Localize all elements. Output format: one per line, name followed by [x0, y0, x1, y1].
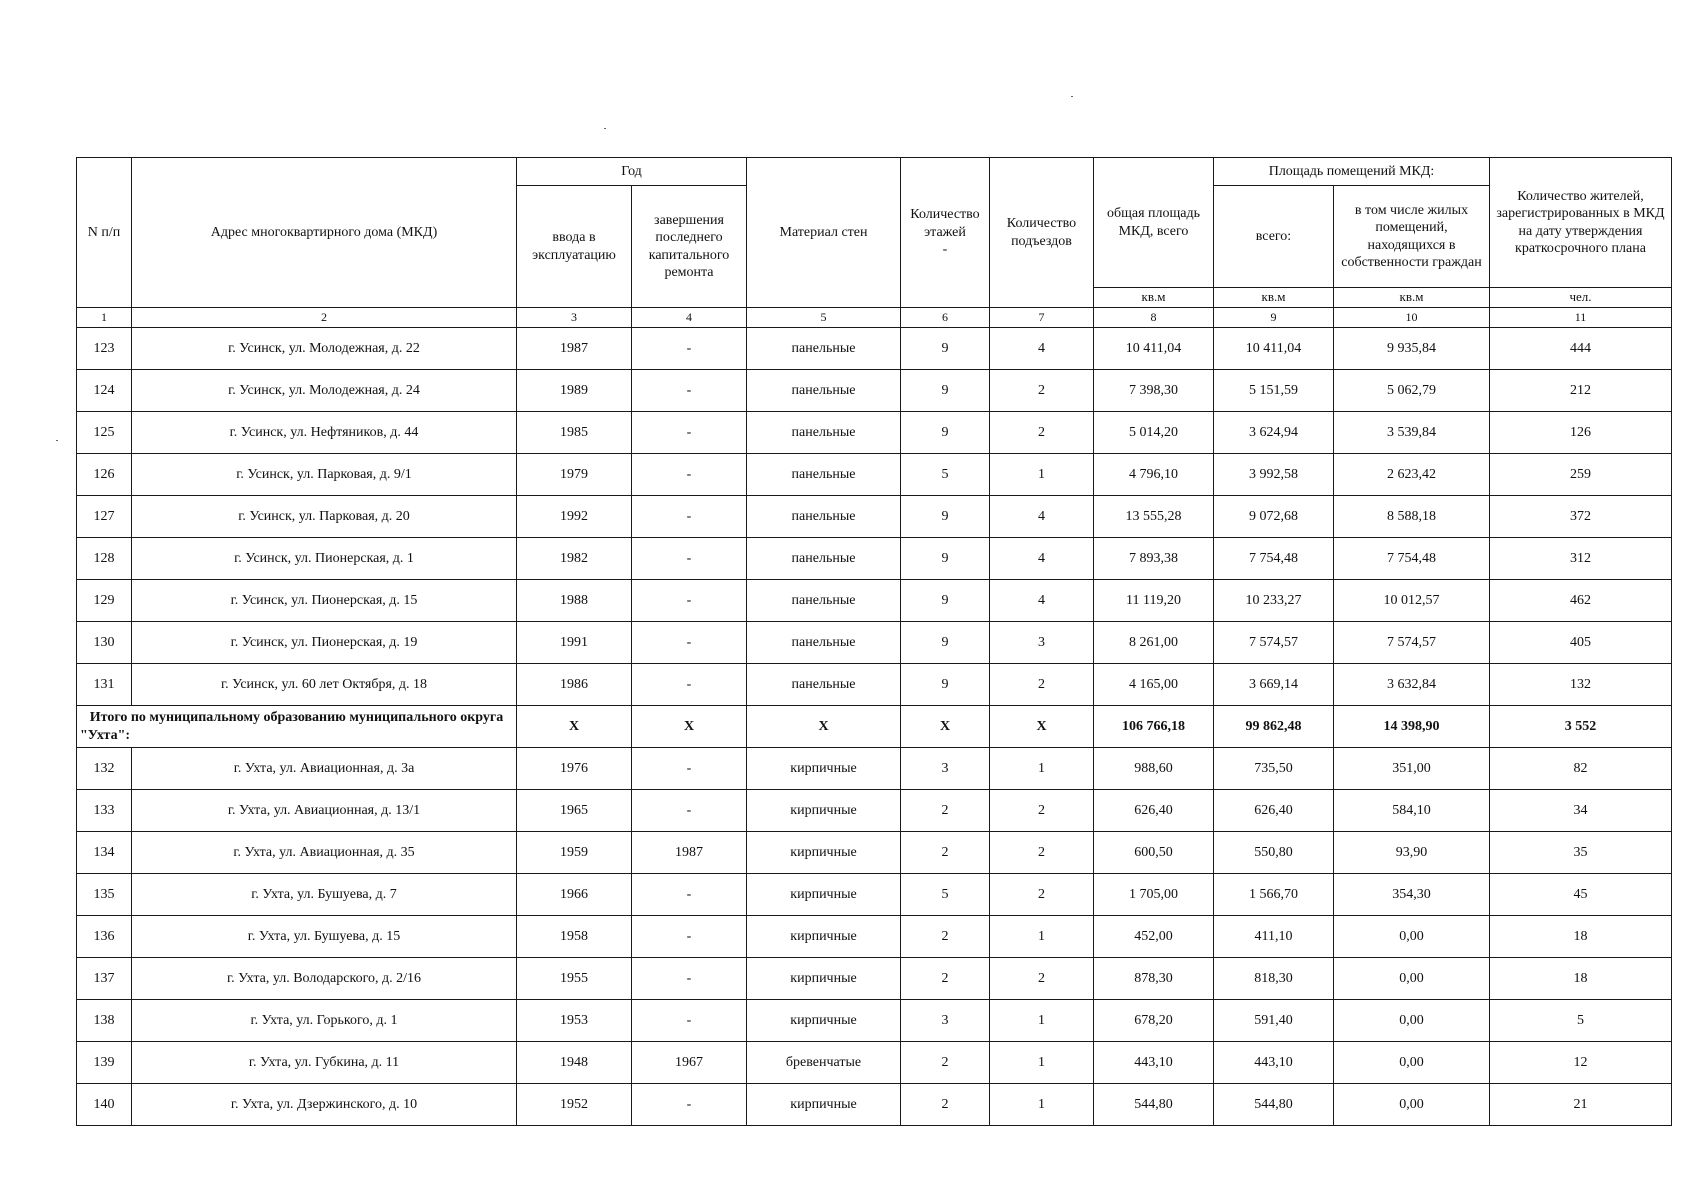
address-cell: г. Ухта, ул. Горького, д. 1: [132, 1000, 517, 1042]
table-row: [77, 580, 1672, 622]
table-cell: 444: [1490, 328, 1672, 370]
table-cell: 4 165,00: [1094, 664, 1214, 706]
table-cell: -: [632, 412, 747, 454]
table-cell: -: [632, 370, 747, 412]
table-cell: 1987: [632, 832, 747, 874]
address-cell: г. Ухта, ул. Володарского, д. 2/16: [132, 958, 517, 1000]
address-cell: г. Ухта, ул. Губкина, д. 11: [132, 1042, 517, 1084]
table-cell: 34: [1490, 790, 1672, 832]
table-cell: кирпичные: [747, 958, 901, 1000]
unit-premises-total: кв.м: [1214, 288, 1334, 308]
table-cell: 1: [990, 1084, 1094, 1126]
table-cell: 584,10: [1334, 790, 1490, 832]
address-cell: г. Усинск, ул. Молодежная, д. 24: [132, 370, 517, 412]
col-number: 1: [77, 308, 132, 328]
table-cell: 3 669,14: [1214, 664, 1334, 706]
unit-residents: чел.: [1490, 288, 1672, 308]
column-numbers-row: [77, 308, 1672, 328]
table-cell: 1955: [517, 958, 632, 1000]
table-cell: 1987: [517, 328, 632, 370]
table-cell: -: [632, 1084, 747, 1126]
header-address: Адрес многоквартирного дома (МКД): [132, 158, 517, 308]
table-cell: -: [632, 748, 747, 790]
table-cell: 123: [77, 328, 132, 370]
table-cell: кирпичные: [747, 748, 901, 790]
header-floors-mark: -: [942, 242, 948, 258]
table-row: [77, 748, 1672, 790]
address-cell: г. Усинск, ул. Парковая, д. 20: [132, 496, 517, 538]
table-cell: 135: [77, 874, 132, 916]
table-cell: 1989: [517, 370, 632, 412]
table-cell: 405: [1490, 622, 1672, 664]
table-row: [77, 412, 1672, 454]
table-cell: -: [632, 328, 747, 370]
table-row: [77, 916, 1672, 958]
header-premises-area: Площадь помещений МКД:: [1214, 158, 1490, 186]
table-cell: кирпичные: [747, 916, 901, 958]
table-cell: 5: [1490, 1000, 1672, 1042]
table-cell: 443,10: [1094, 1042, 1214, 1084]
table-cell: 3: [901, 748, 990, 790]
table-cell: -: [632, 874, 747, 916]
header-premises-total: всего:: [1214, 186, 1334, 288]
table-cell: 9: [901, 328, 990, 370]
table-cell: 9: [901, 496, 990, 538]
table-cell: 1 566,70: [1214, 874, 1334, 916]
table-cell: -: [632, 496, 747, 538]
table-cell: 4: [990, 538, 1094, 580]
table-row: [77, 874, 1672, 916]
table-cell: 7 893,38: [1094, 538, 1214, 580]
total-label: Итого по муниципальному образованию муниципального округа "Ухта":: [77, 706, 517, 748]
scan-speck: [1071, 96, 1073, 97]
col-number: 9: [1214, 308, 1334, 328]
table-cell: -: [632, 916, 747, 958]
table-cell: панельные: [747, 496, 901, 538]
table-cell: 45: [1490, 874, 1672, 916]
table-cell: 1979: [517, 454, 632, 496]
table-row: [77, 790, 1672, 832]
table-cell: 134: [77, 832, 132, 874]
table-cell: 462: [1490, 580, 1672, 622]
table-cell: 0,00: [1334, 1000, 1490, 1042]
address-cell: г. Усинск, ул. Парковая, д. 9/1: [132, 454, 517, 496]
table-row: [77, 664, 1672, 706]
table-cell: 1 705,00: [1094, 874, 1214, 916]
address-cell: г. Усинск, ул. 60 лет Октября, д. 18: [132, 664, 517, 706]
table-cell: 988,60: [1094, 748, 1214, 790]
table-cell: 1988: [517, 580, 632, 622]
table-cell: 3: [901, 1000, 990, 1042]
table-cell: 7 574,57: [1214, 622, 1334, 664]
table-cell: 4: [990, 496, 1094, 538]
table-row: [77, 328, 1672, 370]
table-cell: 735,50: [1214, 748, 1334, 790]
table-cell: 600,50: [1094, 832, 1214, 874]
table-cell: 550,80: [1214, 832, 1334, 874]
scan-speck: [604, 128, 606, 129]
table-cell: 2: [990, 958, 1094, 1000]
table-cell: 1: [990, 454, 1094, 496]
total-cell: X: [632, 706, 747, 748]
table-cell: 138: [77, 1000, 132, 1042]
table-cell: 1: [990, 916, 1094, 958]
table-cell: 678,20: [1094, 1000, 1214, 1042]
unit-premises-living: кв.м: [1334, 288, 1490, 308]
table-cell: 2: [990, 412, 1094, 454]
table-cell: 132: [77, 748, 132, 790]
table-cell: 1982: [517, 538, 632, 580]
table-cell: 1967: [632, 1042, 747, 1084]
table-row: [77, 1084, 1672, 1126]
total-cell: 3 552: [1490, 706, 1672, 748]
table-cell: 626,40: [1094, 790, 1214, 832]
table-cell: 4: [990, 580, 1094, 622]
table-cell: 1953: [517, 1000, 632, 1042]
table-row: [77, 622, 1672, 664]
table-cell: 9 935,84: [1334, 328, 1490, 370]
address-cell: г. Ухта, ул. Авиационная, д. 13/1: [132, 790, 517, 832]
table-cell: 1: [990, 1000, 1094, 1042]
total-cell: X: [990, 706, 1094, 748]
table-cell: 1966: [517, 874, 632, 916]
header-num: N п/п: [77, 158, 132, 308]
address-cell: г. Ухта, ул. Авиационная, д. 3а: [132, 748, 517, 790]
table-cell: 127: [77, 496, 132, 538]
header-floors: [901, 158, 990, 308]
table-cell: -: [632, 454, 747, 496]
table-cell: 2: [901, 916, 990, 958]
table-cell: 1976: [517, 748, 632, 790]
table-cell: 10 411,04: [1094, 328, 1214, 370]
table-cell: 5: [901, 874, 990, 916]
table-row: [77, 958, 1672, 1000]
table-cell: 9: [901, 664, 990, 706]
col-number: 4: [632, 308, 747, 328]
table-cell: 3 624,94: [1214, 412, 1334, 454]
table-cell: -: [632, 580, 747, 622]
table-cell: 0,00: [1334, 1042, 1490, 1084]
table-cell: 5 151,59: [1214, 370, 1334, 412]
table-cell: 93,90: [1334, 832, 1490, 874]
table-cell: 1948: [517, 1042, 632, 1084]
table-cell: 2: [990, 874, 1094, 916]
table-cell: панельные: [747, 580, 901, 622]
table-cell: 1: [990, 1042, 1094, 1084]
table-cell: 1958: [517, 916, 632, 958]
address-cell: г. Усинск, ул. Пионерская, д. 19: [132, 622, 517, 664]
table-cell: 128: [77, 538, 132, 580]
header-year-repair: завершения последнего капитального ремонта: [632, 186, 747, 308]
table-cell: 18: [1490, 958, 1672, 1000]
table-cell: 10 012,57: [1334, 580, 1490, 622]
table-cell: 9: [901, 538, 990, 580]
table-cell: 9: [901, 412, 990, 454]
header-year: Год: [517, 158, 747, 186]
table-cell: 2: [901, 790, 990, 832]
table-cell: 5 062,79: [1334, 370, 1490, 412]
table-cell: 124: [77, 370, 132, 412]
table-cell: 2: [901, 832, 990, 874]
total-cell: 99 862,48: [1214, 706, 1334, 748]
table-cell: панельные: [747, 622, 901, 664]
table-cell: 2: [901, 958, 990, 1000]
total-cell: X: [901, 706, 990, 748]
table-cell: 133: [77, 790, 132, 832]
table-cell: 21: [1490, 1084, 1672, 1126]
table-cell: 3: [990, 622, 1094, 664]
table-cell: 7 574,57: [1334, 622, 1490, 664]
header-year-commission: ввода в эксплуатацию: [517, 186, 632, 308]
table-row: [77, 454, 1672, 496]
table-cell: 131: [77, 664, 132, 706]
total-cell: X: [517, 706, 632, 748]
table-cell: 12: [1490, 1042, 1672, 1084]
table-cell: бревенчатые: [747, 1042, 901, 1084]
table-cell: 5: [901, 454, 990, 496]
table-cell: -: [632, 958, 747, 1000]
table-cell: -: [632, 664, 747, 706]
address-cell: г. Усинск, ул. Молодежная, д. 22: [132, 328, 517, 370]
address-cell: г. Ухта, ул. Авиационная, д. 35: [132, 832, 517, 874]
table-cell: панельные: [747, 454, 901, 496]
table-cell: 18: [1490, 916, 1672, 958]
total-cell: X: [747, 706, 901, 748]
table-cell: 818,30: [1214, 958, 1334, 1000]
table-row: [77, 370, 1672, 412]
table-cell: 2: [901, 1042, 990, 1084]
col-number: 7: [990, 308, 1094, 328]
table-cell: 10 233,27: [1214, 580, 1334, 622]
address-cell: г. Ухта, ул. Бушуева, д. 15: [132, 916, 517, 958]
table-cell: 4: [990, 328, 1094, 370]
table-cell: 13 555,28: [1094, 496, 1214, 538]
table-cell: 8 588,18: [1334, 496, 1490, 538]
table-cell: 2: [990, 790, 1094, 832]
table-cell: 4 796,10: [1094, 454, 1214, 496]
table-cell: 411,10: [1214, 916, 1334, 958]
address-cell: г. Усинск, ул. Нефтяников, д. 44: [132, 412, 517, 454]
table-cell: 372: [1490, 496, 1672, 538]
table-cell: -: [632, 1000, 747, 1042]
table-cell: 126: [77, 454, 132, 496]
table-cell: 7 754,48: [1334, 538, 1490, 580]
col-number: 6: [901, 308, 990, 328]
table-cell: 5 014,20: [1094, 412, 1214, 454]
table-cell: 9: [901, 580, 990, 622]
table-cell: 1959: [517, 832, 632, 874]
table-cell: 544,80: [1094, 1084, 1214, 1126]
housing-register-table: [76, 157, 1672, 1126]
table-cell: -: [632, 790, 747, 832]
table-cell: 82: [1490, 748, 1672, 790]
table-cell: 8 261,00: [1094, 622, 1214, 664]
table-cell: 1992: [517, 496, 632, 538]
table-row: [77, 1000, 1672, 1042]
col-number: 11: [1490, 308, 1672, 328]
table-cell: 452,00: [1094, 916, 1214, 958]
col-number: 5: [747, 308, 901, 328]
header-total-area: общая площадь МКД, всего: [1094, 158, 1214, 288]
table-cell: 212: [1490, 370, 1672, 412]
table-cell: 1952: [517, 1084, 632, 1126]
table-row: [77, 832, 1672, 874]
table-cell: 129: [77, 580, 132, 622]
table-cell: 9 072,68: [1214, 496, 1334, 538]
table-cell: 3 992,58: [1214, 454, 1334, 496]
total-cell: 14 398,90: [1334, 706, 1490, 748]
total-row: [77, 706, 1672, 748]
table-row: [77, 496, 1672, 538]
table-cell: 3 539,84: [1334, 412, 1490, 454]
col-number: 10: [1334, 308, 1490, 328]
header-premises-living: в том числе жилых помещений, находящихся в собственности граждан: [1334, 186, 1490, 288]
table-cell: 140: [77, 1084, 132, 1126]
table-cell: панельные: [747, 370, 901, 412]
table-cell: 7 398,30: [1094, 370, 1214, 412]
table-cell: 626,40: [1214, 790, 1334, 832]
table-cell: панельные: [747, 538, 901, 580]
table-cell: панельные: [747, 664, 901, 706]
table-cell: 443,10: [1214, 1042, 1334, 1084]
table-cell: 3 632,84: [1334, 664, 1490, 706]
table-cell: 2 623,42: [1334, 454, 1490, 496]
table-cell: 7 754,48: [1214, 538, 1334, 580]
table-cell: 0,00: [1334, 958, 1490, 1000]
header-entrances: Количество подъездов: [990, 158, 1094, 308]
table-row: [77, 538, 1672, 580]
table-cell: кирпичные: [747, 832, 901, 874]
col-number: 3: [517, 308, 632, 328]
table-cell: 136: [77, 916, 132, 958]
table-cell: 132: [1490, 664, 1672, 706]
table-cell: 126: [1490, 412, 1672, 454]
table-cell: кирпичные: [747, 1000, 901, 1042]
table-cell: 9: [901, 370, 990, 412]
table-cell: 1986: [517, 664, 632, 706]
table-cell: 137: [77, 958, 132, 1000]
table-cell: 11 119,20: [1094, 580, 1214, 622]
table-cell: -: [632, 538, 747, 580]
table-cell: кирпичные: [747, 790, 901, 832]
table-cell: 2: [901, 1084, 990, 1126]
table-cell: -: [632, 622, 747, 664]
col-number: 8: [1094, 308, 1214, 328]
header-residents: Количество жителей, зарегистрированных в МКД на дату утверждения краткосрочного плана: [1490, 158, 1672, 288]
table-cell: 2: [990, 664, 1094, 706]
table-cell: 0,00: [1334, 1084, 1490, 1126]
unit-total-area: кв.м: [1094, 288, 1214, 308]
table-cell: панельные: [747, 328, 901, 370]
table-row: [77, 1042, 1672, 1084]
address-cell: г. Ухта, ул. Дзержинского, д. 10: [132, 1084, 517, 1126]
table-cell: 10 411,04: [1214, 328, 1334, 370]
table-cell: 1: [990, 748, 1094, 790]
table-cell: 1965: [517, 790, 632, 832]
table-cell: 139: [77, 1042, 132, 1084]
table-cell: 9: [901, 622, 990, 664]
table-cell: 259: [1490, 454, 1672, 496]
table-cell: 130: [77, 622, 132, 664]
table-cell: 1991: [517, 622, 632, 664]
scan-speck: [56, 440, 58, 441]
table-cell: 1985: [517, 412, 632, 454]
table-cell: 125: [77, 412, 132, 454]
table-cell: кирпичные: [747, 1084, 901, 1126]
table-cell: 591,40: [1214, 1000, 1334, 1042]
table-cell: 354,30: [1334, 874, 1490, 916]
table-cell: 878,30: [1094, 958, 1214, 1000]
table-cell: 351,00: [1334, 748, 1490, 790]
address-cell: г. Усинск, ул. Пионерская, д. 1: [132, 538, 517, 580]
header-wall-material: Материал стен: [747, 158, 901, 308]
address-cell: г. Усинск, ул. Пионерская, д. 15: [132, 580, 517, 622]
table-cell: 0,00: [1334, 916, 1490, 958]
table-cell: 2: [990, 370, 1094, 412]
table-cell: кирпичные: [747, 874, 901, 916]
table-cell: 544,80: [1214, 1084, 1334, 1126]
address-cell: г. Ухта, ул. Бушуева, д. 7: [132, 874, 517, 916]
total-cell: 106 766,18: [1094, 706, 1214, 748]
table-cell: 2: [990, 832, 1094, 874]
table-cell: 35: [1490, 832, 1672, 874]
col-number: 2: [132, 308, 517, 328]
header-floors-label: Количество этажей: [910, 207, 980, 240]
table-cell: панельные: [747, 412, 901, 454]
table-cell: 312: [1490, 538, 1672, 580]
